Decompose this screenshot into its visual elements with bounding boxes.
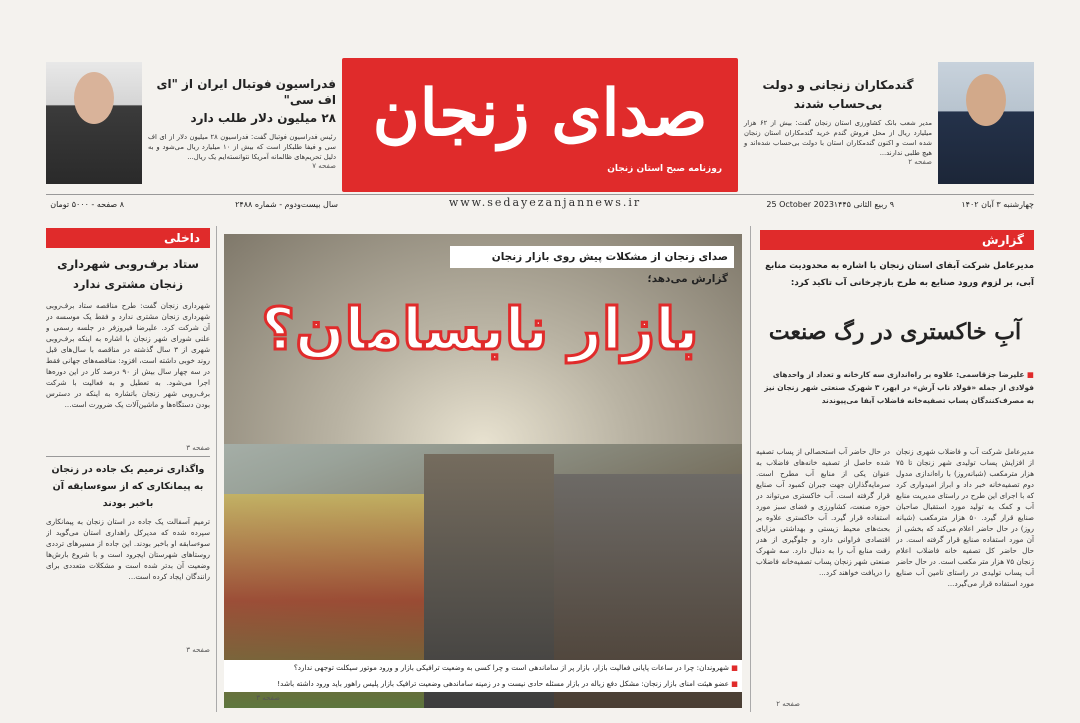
- center-kicker[interactable]: صدای زنجان از مشکلات پیش روی بازار زنجان گزارش می‌دهد؛: [450, 246, 734, 268]
- section-label[interactable]: گزارش: [981, 233, 1024, 247]
- center-headline[interactable]: بازار نابسامان؟: [261, 295, 699, 363]
- masthead-tagline: روزنامه صبح استان زنجان: [607, 164, 722, 174]
- story2-title[interactable]: واگذاری ترمیم یک جاده در زنجان به پیمانکاری که از سوءسابقه آن باخبر بودند: [51, 464, 205, 509]
- section-bar-gozaresh: [760, 230, 1034, 250]
- top-right-headline1[interactable]: گندمکاران زنجانی و دولت: [762, 78, 914, 92]
- caption1-text: شهروندان: چرا در ساعات پایانی فعالیت بازار، بازار پر از ساماندهی است و چرا کسی به وضعیت ترافیکی بازار و ورود موتور سیکلت توجهی ندارد؟: [293, 663, 729, 672]
- right-kicker[interactable]: مدیرعامل شرکت آبفای استان زنجان با اشاره به محدودیت منابع آبی، بر لزوم ورود صنایع به طرح بازچرخانی آب تاکید کرد:: [765, 261, 1034, 288]
- date-gregorian: 25 October 2023: [766, 200, 834, 209]
- masthead-logo: صدای زنجان: [372, 76, 708, 151]
- top-left-body: رئیس فدراسیون فوتبال گفت: فدراسیون ۲۸ میلیون دلار از ای اف سی و فیفا طلبکار است که بیش از ۱۰ میلیارد ریال می‌شود و به دلیل تحریم‌های ظالمانه آمریکا نتوانسته‌ایم یک ریال...: [148, 133, 336, 161]
- column-divider: [46, 456, 210, 457]
- center-page-ref[interactable]: صفحه ۳: [256, 694, 280, 702]
- top-right-headline2[interactable]: بی‌حساب شدند: [793, 97, 883, 111]
- column-separator-right: [750, 226, 751, 712]
- date-hijri: ۹ ربیع الثانی ۱۴۴۵: [833, 200, 894, 209]
- top-left-teaser: [148, 76, 336, 170]
- top-left-headline2[interactable]: ۲۸ میلیون دلار طلب دارد: [190, 111, 336, 125]
- bullet-icon: ■: [731, 679, 738, 688]
- story2-body: ترمیم آسفالت یک جاده در استان زنجان به پیمانکاری سپرده شده که مدیرکل راهداری استان می‌گوید از سوءسابقه او باخبر بودند. این جاده از مسیرهای ترددی روستاهای شهرستان ایجرود است و با شروع بارش‌ها وضعیت آن بدتر شده است و مشکلات متعددی برای رانندگان ایجاد کرده است...: [46, 517, 210, 581]
- caption-bar-1: [224, 660, 742, 676]
- dateline-bar: [46, 197, 1034, 213]
- top-right-body: مدیر شعب بانک کشاورزی استان زنجان گفت: بیش از ۶۲ هزار میلیارد ریال از محل فروش گندم خرید گندمکاران استان زنجان شده است و اکنون گندمکاران استان با دولت بی‌حساب شده‌اند و هیچ طلبی ندارند...: [744, 119, 932, 157]
- story1-title[interactable]: ستاد برف‌روبی شهرداری زنجان مشتری ندارد: [57, 257, 199, 291]
- left-column: [46, 254, 210, 654]
- caption-bar-2: [224, 676, 742, 692]
- story2-page-ref[interactable]: صفحه ۳: [186, 646, 210, 654]
- bullet-icon: ■: [731, 663, 738, 672]
- section-label[interactable]: داخلی: [164, 231, 200, 245]
- right-body-col1: مدیرعامل شرکت آب و فاضلاب شهری زنجان از افزایش پساب تولیدی شهر زنجان تا ۷۵ هزار مترمکعب (شبانه‌روز) با راه‌اندازی مدول دوم تصفیه‌خانه خبر داد و ابراز امیدواری کرد که با اجرای این طرح در راستای مدیریت منابع آب و کمک به تولید مورد استقبال صاحبان صنایع قرار گیرد. ۵۰ هزار مترمکعب (شبانه روز) در حال حاضر اعلام می‌کند که بخشی از آن مورد استفاده صنایع قرار گرفته است. در حال حاضر کل تصفیه خانه فاضلاب اعلام زنجان ۷۵ هزار متر مکعب است. در حال حاضر آب پساب تولیدی در راستای تامین آب صنایع مورد استفاده قرار می‌گیرد...: [896, 447, 1034, 588]
- right-headline[interactable]: آبِ خاکستری در رگ صنعت: [768, 319, 1022, 345]
- right-page-ref[interactable]: صفحه ۲: [776, 700, 800, 708]
- bullet-icon: ■: [1024, 370, 1034, 379]
- date-persian: چهارشنبه ۳ آبان ۱۴۰۲: [961, 200, 1034, 209]
- portrait-head: [966, 74, 1006, 126]
- top-right-page-ref[interactable]: صفحه ۲: [908, 158, 932, 166]
- dateline-rule-top: [46, 194, 1034, 195]
- right-column: [756, 258, 1034, 407]
- portrait-head: [74, 72, 114, 124]
- right-body-col2: در حال حاضر آب استحصالی از پساب تصفیه شده حاصل از تصفیه خانه‌های فاضلاب به عنوان یکی از منابع آب مطرح است. سرمایه‌گذاران جهت جبران کمبود آب صنایع قرار گرفته است. آب خاکستری می‌تواند در حوزه صنعت، کشاورزی و فضای سبز مورد استفاده قرار گیرد. آب خاکستری علاوه بر بحث‌های محیط زیستی و بهداشتی مزایای اقتصادی فراوانی دارد و جلوگیری از هدر رفت منابع آب را به دنبال دارد. سه شهرک صنعتی شهر زنجان پساب تصفیه‌خانه فاضلاب را دریافت خواهند کرد...: [756, 447, 890, 577]
- fifa-president-photo: [46, 62, 142, 184]
- issue-number: سال بیست‌ودوم - شماره ۲۴۸۸: [235, 200, 338, 209]
- right-lead-text: علیرضا جزقاسمی: علاوه بر راه‌اندازی سه کارخانه و تعداد از واحدهای فولادی از جمله «فولاد ناب آرش» در ابهر، ۳ شهرک صنعتی شهر زنجان نیز به مصرف‌کنندگان پساب تصفیه‌خانه فاضلاب آبفا می‌پیوندند: [764, 370, 1034, 405]
- top-right-teaser: [744, 76, 932, 166]
- section-bar-dakheli: [46, 228, 210, 248]
- right-lead: [756, 368, 1034, 407]
- pages-price: ۸ صفحه - ۵۰۰۰ تومان: [50, 200, 124, 209]
- story1-page-ref[interactable]: صفحه ۳: [186, 444, 210, 452]
- masthead-banner: [342, 58, 738, 192]
- column-separator-left: [216, 226, 217, 712]
- top-left-headline1[interactable]: فدراسیون فوتبال ایران از "ای اف سی": [156, 77, 336, 107]
- story1-body: شهرداری زنجان گفت: طرح مناقصه ستاد برف‌روبی شهرداری زنجان مشتری ندارد و فقط یک موسسه در آن شرکت کرد. علیرضا فیروزفر در جلسه رسمی و علنی شورای شهر زنجان با اشاره به اینکه برف‌روبی شهری از ۳ سال گذشته در مناقصه با سال‌های قبل روند خوبی داشته است، افزود: مناقصه‌های جهانی فقط در سه چهار سال بیش از ۹۰ درصد کار در این دوره‌ها اجرا می‌شود. به تعطیل و به فعالیت با شرکت برف‌روبی شهر زنجان باتشاره به اینکه در دسترس بودن دستگاه‌ها و ماشین‌آلات یک ضرورت است...: [46, 301, 210, 409]
- top-left-page-ref[interactable]: صفحه ۷: [312, 162, 336, 170]
- official-photo: [938, 62, 1034, 184]
- website-url[interactable]: www.sedayezanjannews.ir: [448, 196, 642, 209]
- caption2-text: عضو هیئت امنای بازار زنجان: مشکل دفع زباله در بازار مسئله حادی نیست و در زمینه ساماندهی وضعیت ترافیک بازار پلیس راهور باید ورود داشته باشد!: [277, 679, 729, 688]
